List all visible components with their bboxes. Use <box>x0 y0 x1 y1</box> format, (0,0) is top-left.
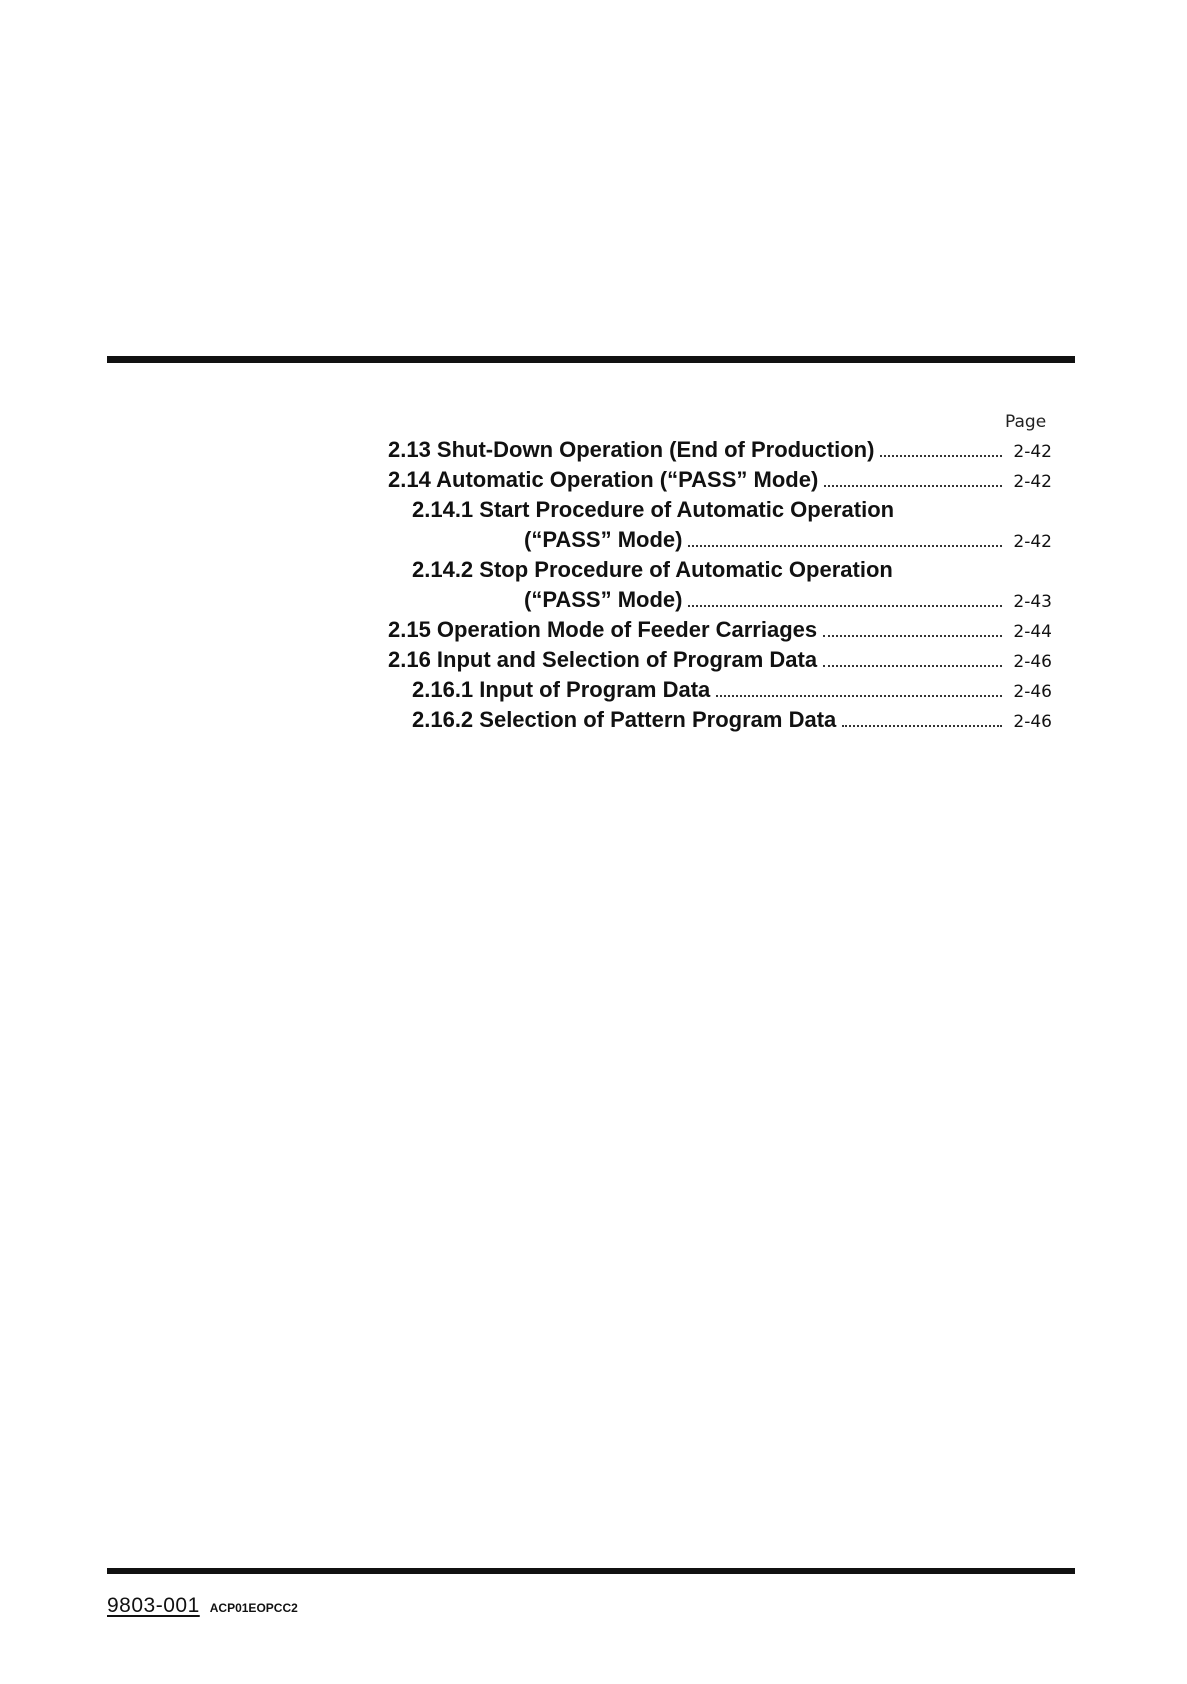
toc-entry <box>412 556 1052 584</box>
toc-entry-title: (“PASS” Mode) <box>524 527 683 552</box>
toc-entry-page: 2-42 <box>1013 532 1052 552</box>
toc-entry <box>412 706 1052 736</box>
footer-code-number: 9803-001 <box>107 1594 200 1617</box>
toc-entry-title: 2.15 Operation Mode of Feeder Carriages <box>388 617 818 642</box>
toc-entry-page: 2-46 <box>1013 682 1052 702</box>
page-column-heading: Page <box>1005 412 1047 432</box>
footer-document-id: ACP01EOPCC2 <box>209 1601 298 1615</box>
toc-entry-title: 2.14 Automatic Operation (“PASS” Mode) <box>388 467 819 492</box>
toc-entry-title: 2.14.1 Start Procedure of Automatic Operation <box>412 497 895 522</box>
toc-entry <box>388 466 1052 496</box>
dot-leader <box>688 545 1002 547</box>
toc-entry <box>524 526 1052 556</box>
toc-entry-title: 2.16.2 Selection of Pattern Program Data <box>412 707 837 732</box>
toc-entry-page: 2-46 <box>1013 652 1052 672</box>
toc-entry <box>388 436 1052 466</box>
dot-leader <box>823 665 1002 667</box>
toc-entry <box>412 676 1052 706</box>
toc-entry <box>412 496 1052 524</box>
toc-entry-page: 2-44 <box>1013 622 1052 642</box>
toc-entry <box>388 646 1052 676</box>
dot-leader <box>688 605 1002 607</box>
toc-entry <box>388 616 1052 646</box>
toc-entry <box>524 586 1052 616</box>
toc-entry-page: 2-43 <box>1013 592 1052 612</box>
dot-leader <box>824 485 1002 487</box>
toc-entry-title: (“PASS” Mode) <box>524 587 683 612</box>
footer <box>107 1594 298 1618</box>
toc-entry-page: 2-42 <box>1013 472 1052 492</box>
dot-leader <box>823 635 1002 637</box>
bottom-rule <box>107 1568 1075 1574</box>
dot-leader <box>842 725 1002 727</box>
toc-entry-title: 2.16 Input and Selection of Program Data <box>388 647 818 672</box>
toc-entry-title: 2.16.1 Input of Program Data <box>412 677 711 702</box>
toc-entry-title: 2.13 Shut-Down Operation (End of Production) <box>388 437 875 462</box>
top-rule <box>107 356 1075 363</box>
toc-entry-page: 2-42 <box>1013 442 1052 462</box>
dot-leader <box>716 695 1002 697</box>
dot-leader <box>880 455 1002 457</box>
toc-entry-title: 2.14.2 Stop Procedure of Automatic Operation <box>412 557 893 582</box>
toc-entry-page: 2-46 <box>1013 712 1052 732</box>
